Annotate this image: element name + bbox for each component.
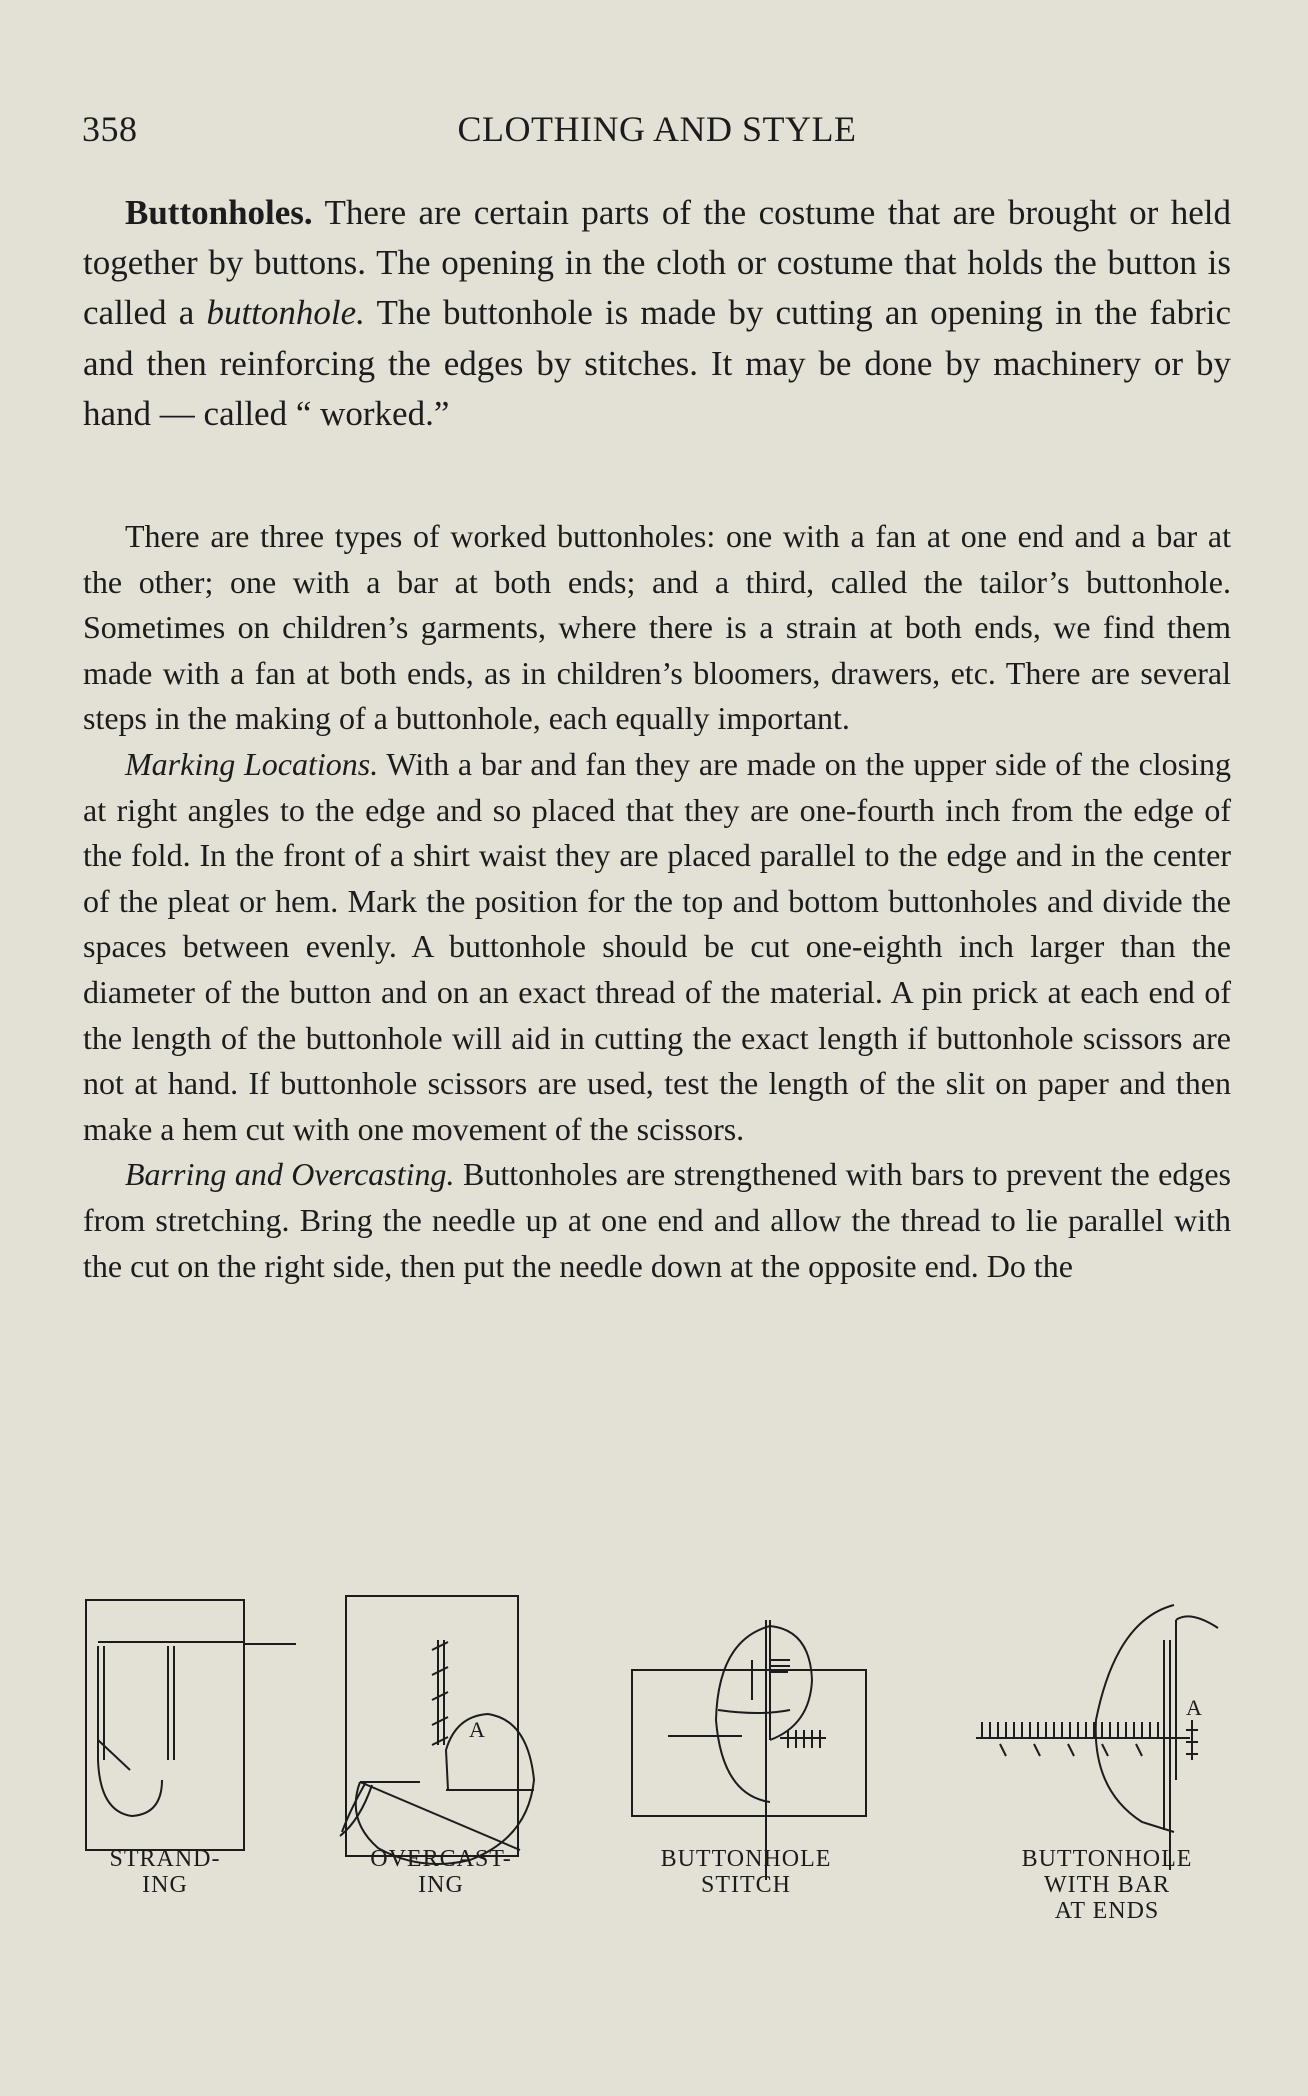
figure-caption: [636, 1846, 856, 1898]
buttonhole-illustrations: [0, 1580, 1308, 1880]
caption-line: STRAND-: [109, 1846, 221, 1872]
paragraph-text: There are certain parts of the costume that are brought or held together by buttons. The opening in the cloth or costume that holds the button is called a: [83, 193, 1231, 333]
caption-line: ING: [418, 1872, 464, 1898]
subsection-heading: Barring and Overcasting.: [125, 1156, 455, 1193]
figure-caption: [100, 1846, 230, 1898]
caption-line: ING: [142, 1872, 188, 1898]
caption-line: STITCH: [701, 1872, 791, 1898]
paragraph-types: There are three types of worked buttonholes: one with a fan at one end and a bar at the other; one with a bar at both ends; and a third, called the tailor’s buttonhole. Sometimes on children’s garments, where there is a strain at both ends, we find them made with a fan at both ends, as in children’s bloomers, drawers, etc. There are several steps in the making of a buttonhole, each equally important.: [83, 518, 1231, 737]
paragraph-text: The buttonhole is made by cutting an opening in the fabric and then reinforcing the edges by stitches. It may be done by machinery or by hand — called “ worked.”: [83, 293, 1231, 433]
running-title: CLOTHING AND STYLE: [457, 109, 857, 149]
buttonhole-with-bar-illustration: [976, 1605, 1218, 1870]
figure-label-a: A: [1186, 1695, 1202, 1720]
subsection-heading: Marking Locations.: [125, 745, 379, 782]
page-number: 358: [82, 109, 138, 149]
body-text: [83, 514, 1231, 1289]
figure-caption: [348, 1846, 534, 1898]
paragraph-barring: [83, 1152, 1231, 1289]
overcasting-illustration: [340, 1596, 534, 1864]
paragraph-marking: [83, 742, 1231, 1152]
figure-caption: [976, 1846, 1238, 1924]
caption-line: BUTTONHOLE: [660, 1846, 832, 1872]
stranding-illustration: [86, 1600, 296, 1850]
section-heading: Buttonholes.: [125, 193, 313, 232]
figure-label-a: A: [469, 1717, 485, 1742]
caption-line: BUTTONHOLE: [1021, 1846, 1193, 1872]
figures: [0, 1580, 1308, 1940]
buttonhole-stitch-illustration: [632, 1620, 866, 1880]
paragraph-buttonholes: [83, 188, 1231, 439]
paragraph-text: With a bar and fan they are made on the upper side of the closing at right angles to the edge and so placed that they are one-fourth inch from the edge of the fold. In the front of a shirt waist they are placed parallel to the edge and in the center of the pleat or hem. Mark the position for the top and bottom buttonholes and divide the spaces between evenly. A buttonhole should be cut one-eighth inch larger than the diameter of the button and on an exact thread of the material. A pin prick at each end of the length of the buttonhole will aid in cutting the exact length if buttonhole scissors are not at hand. If buttonhole scissors are used, test the length of the slit on paper and then make a hem cut with one movement of the scissors.: [83, 745, 1232, 1147]
caption-line: WITH BAR: [1044, 1872, 1170, 1898]
caption-line: OVERCAST-: [370, 1846, 512, 1872]
caption-line: AT ENDS: [1054, 1898, 1160, 1924]
italic-term: buttonhole.: [206, 293, 365, 333]
paragraph-text: Buttonholes are strengthened with bars to prevent the edges from stretching. Bring the needle up at one end and allow the thread to lie parallel with the cut on the right side, then put the needle down at the opposite end. Do the: [83, 1156, 1232, 1284]
